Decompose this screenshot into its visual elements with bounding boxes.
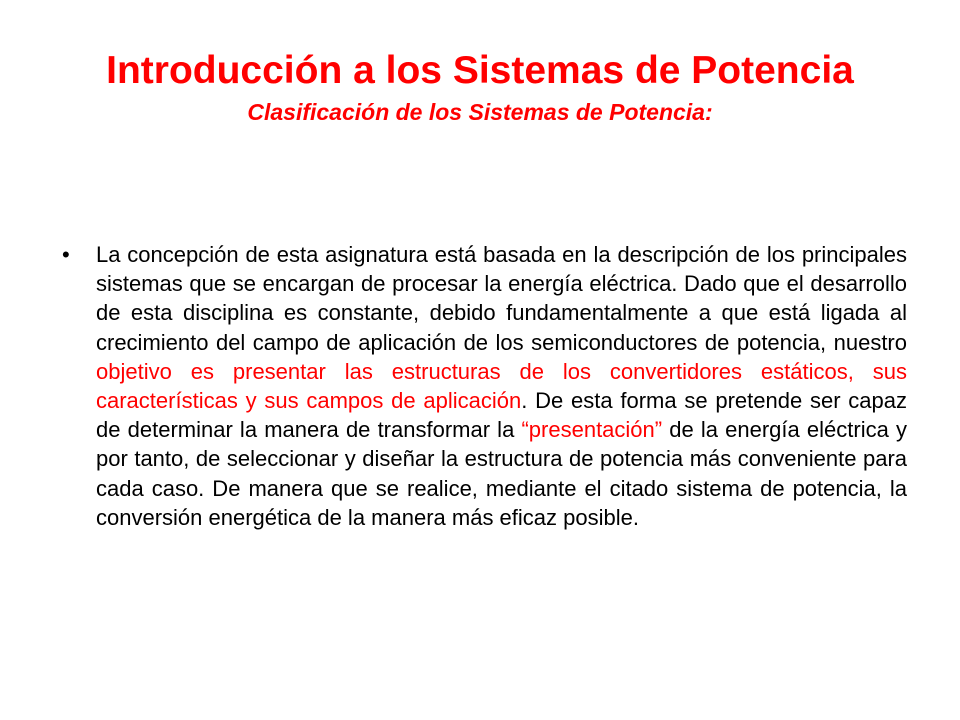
paragraph-highlight-presentation: “presentación”	[521, 417, 663, 443]
slide-subtitle: Clasificación de los Sistemas de Potencia:	[247, 99, 713, 125]
slide-title: Introducción a los Sistemas de Potencia	[106, 49, 854, 92]
paragraph-text-2: . De esta forma se pretende ser capaz de determinar la manera de transformar la	[96, 388, 907, 443]
title-block	[40, 46, 920, 128]
paragraph-highlight-objective: objetivo es presentar las estructuras de los convertidores estáticos, sus características y sus campos de aplicación	[96, 358, 907, 414]
slide-body	[62, 240, 907, 532]
bullet-item	[62, 240, 907, 532]
bullet-paragraph	[96, 240, 907, 532]
paragraph-text-3: de la energía eléctrica y por tanto, de seleccionar y diseñar la estructura de potencia más conveniente para cada caso. De manera que se realice, mediante el citado sistema de potencia, la conversión energética de la manera más eficaz posible.	[96, 417, 907, 530]
paragraph-text-1: La concepción de esta asignatura está basada en la descripción de los principales sistemas que se encargan de procesar la energía eléctrica. Dado que el desarrollo de esta disciplina es constante, debido fundamentalmente a que está ligada al crecimiento del campo de aplicación de los semiconductores de potencia, nuestro	[96, 242, 907, 355]
bullet-icon: •	[62, 242, 70, 267]
